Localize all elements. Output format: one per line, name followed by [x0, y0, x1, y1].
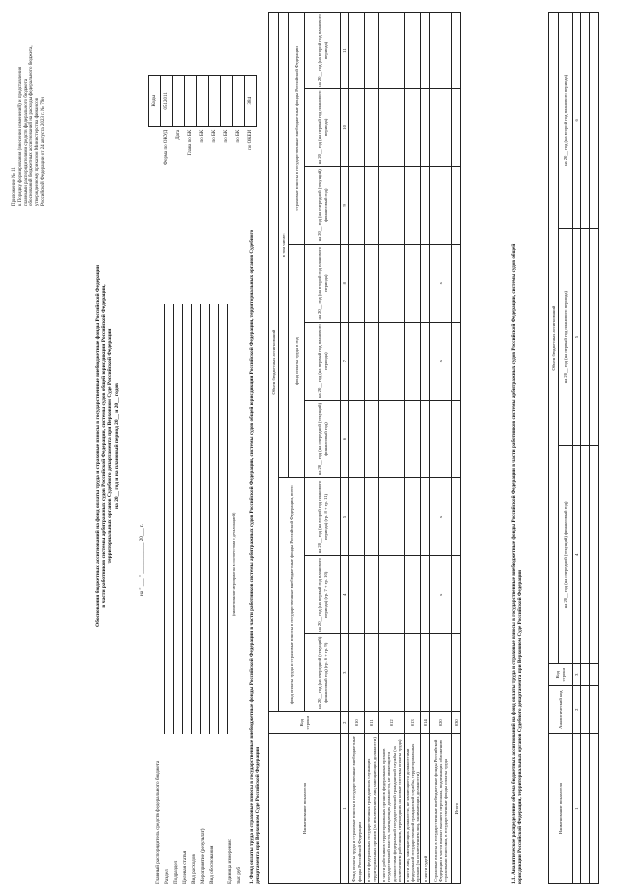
- value-cell: [452, 634, 461, 712]
- value-cell: [365, 478, 379, 556]
- document-title: [95, 166, 120, 726]
- value-cell: [452, 88, 461, 166]
- value-cell: [405, 478, 421, 556]
- col-header-year: на 20__ год (на второй год планового периода): [305, 13, 341, 89]
- column-numbers-row: [341, 13, 349, 884]
- code-value: 384: [245, 75, 257, 126]
- requisite-label: Вид обоснования: [209, 845, 215, 884]
- col-header-ins: страховые взносы в государственные внебюджетные фонды Российской Федерации: [289, 13, 305, 245]
- requisite-label: Мероприятие (результат): [200, 828, 206, 884]
- code-label: по БК: [235, 129, 241, 143]
- section-2-line: 1.1. Аналитическое распределение объема бюджетных ассигнований на фонд оплаты труда и страховые взносы в государственные внебюджетные фонды Российской Федерации в части работников системы арбитражных судов Российской Федерации, системы судов общей: [511, 243, 517, 884]
- value-cell: [421, 88, 430, 166]
- title-line: на 20__ год и на плановый период 20__ и 20__ годов: [113, 383, 120, 509]
- value-cell: [405, 556, 421, 634]
- col-number: 4: [341, 556, 349, 634]
- appendix-line: Российской Федерации от 24 августа 2023 г. № 79н: [40, 97, 46, 206]
- value-cell: [349, 322, 365, 400]
- table-row: [581, 13, 590, 884]
- value-cell: [365, 13, 379, 89]
- code-value: 0512011: [161, 75, 173, 126]
- value-cell: [452, 556, 461, 634]
- value-cell: [379, 244, 405, 322]
- title-line: в части работников системы арбитражных судов Российской Федерации, системы судов общей юрисдикции Российской Федерации,: [101, 284, 108, 608]
- col-header-year: на 20__ год (на первый год планового периода): [559, 228, 573, 446]
- row-name: в части федеральных государственных гражданских служащих территориальных органов (за исключением лиц замещающих должности): [365, 734, 379, 884]
- value-cell: [421, 13, 430, 89]
- table-row: [421, 13, 430, 884]
- appendix-line: Приложение № 11: [12, 167, 17, 206]
- value-cell: [405, 634, 421, 712]
- col-header-year: на 20__ год (на очередной (текущий) финансовый год): [305, 166, 341, 244]
- requisite-field: [156, 304, 165, 734]
- date-line: на " ___ " ____________ 20___ г.: [139, 524, 145, 596]
- row-name: Фонд оплаты труда и страховые взносы в государственные внебюджетные фонды Российской Федерации: [349, 734, 365, 884]
- col-header-year: на 20__ год (на первый год планового периода): [305, 322, 341, 400]
- table-1: [268, 12, 461, 884]
- value-cell: [421, 556, 430, 634]
- requisite-label: Вид расходов: [191, 854, 197, 884]
- code-value: [221, 75, 233, 126]
- value-cell: [349, 244, 365, 322]
- value-cell: x: [430, 478, 452, 556]
- table-row: [365, 13, 379, 884]
- value-cell: [379, 556, 405, 634]
- section-2-line: юрисдикции Российской Федерации, территориальных органов Судебного департамента при Верховном Суде Российской Федерации: [516, 570, 523, 884]
- requisite-field: [219, 304, 228, 734]
- col-header-year: на 20__ год (на второй год планового периода): [305, 244, 341, 322]
- col-number: 6: [341, 400, 349, 478]
- table-row: [452, 13, 461, 884]
- col-header-year: на 20__ год (на очередной (текущий) финансовый год) (гр. 6 + гр. 9): [305, 634, 341, 712]
- value-cell: [430, 88, 452, 166]
- value-cell: [421, 634, 430, 712]
- value-cell: [379, 322, 405, 400]
- col-number: 6: [573, 13, 581, 229]
- col-number: 3: [341, 634, 349, 712]
- value-cell: x: [430, 244, 452, 322]
- code-label: Глава по БК: [187, 129, 193, 156]
- requisite-label: Единица измерения:: [227, 838, 233, 884]
- code-value: [233, 75, 245, 126]
- value-cell: [430, 166, 452, 244]
- col-number: 5: [573, 228, 581, 446]
- value-cell: [379, 88, 405, 166]
- row-name: в части работников территориальных органов федеральных органов государственной власти, замещающих должности, не являющиеся должностями федеральной государственной гражданской службы (за исключением работников, перешедших на новые системы оплаты труда): [379, 734, 405, 884]
- value-cell: [452, 322, 461, 400]
- requisite-label: Раздел: [164, 869, 170, 884]
- title-line: Обоснования бюджетных ассигнований на фонд оплаты труда и страховые взносы в государственные внебюджетные фонды Российской Федерации: [95, 265, 101, 627]
- col-number: 7: [341, 322, 349, 400]
- requisite-label: Целевая статья: [182, 850, 188, 884]
- col-header-code: Код строки: [549, 664, 573, 686]
- code-label: Дата: [175, 129, 181, 140]
- col-header-volume: Объем бюджетных ассигнований: [269, 13, 279, 712]
- title-line: территориальных органов Судебного департамента при Верховном Суде Российской Федерации: [107, 328, 114, 564]
- col-header-name: Наименование показателя: [269, 734, 341, 884]
- row-code: 012: [379, 712, 405, 734]
- code-label: по ОКЕИ: [247, 129, 253, 150]
- code-label: Форма по ОКУД: [163, 129, 169, 165]
- value-cell: [421, 400, 430, 478]
- value-cell: [421, 478, 430, 556]
- value-cell: [452, 400, 461, 478]
- value-cell: [405, 88, 421, 166]
- col-number: 8: [341, 244, 349, 322]
- col-number: 1: [341, 734, 349, 884]
- codes-header: Коды: [149, 75, 161, 126]
- field-hint: (наименование мероприятия в соответствии с детализацией): [231, 512, 236, 616]
- col-number: 2: [341, 712, 349, 734]
- value-cell: [430, 400, 452, 478]
- value-cell: [452, 244, 461, 322]
- value-cell: [421, 322, 430, 400]
- col-header-fot: фонд оплаты труда в год: [289, 244, 305, 478]
- code-value: [209, 75, 221, 126]
- col-number: 9: [341, 166, 349, 244]
- row-code: 013: [405, 712, 421, 734]
- code-label: по БК: [199, 129, 205, 143]
- col-header-year: на 20__ год (на очередной (текущий) финансовый год): [305, 400, 341, 478]
- value-cell: [349, 88, 365, 166]
- value-cell: [349, 13, 365, 89]
- value-cell: [379, 13, 405, 89]
- code-value: [185, 75, 197, 126]
- requisite-field: [210, 304, 219, 734]
- value-cell: [405, 244, 421, 322]
- table-row: [405, 13, 421, 884]
- col-header-year: на 20__ год (на первый год планового периода) (гр. 7 + гр. 10): [305, 556, 341, 634]
- value-cell: [452, 478, 461, 556]
- col-number: 10: [341, 88, 349, 166]
- value-cell: [349, 478, 365, 556]
- appendix-line: к Порядку формирования (внесения изменений) и представления: [17, 66, 23, 206]
- requisite-field: [192, 304, 201, 734]
- col-number: 3: [573, 664, 581, 686]
- row-name: в части лиц, замещающих должности, не являющиеся должностями федеральной государственной гражданской службы, территориальных органов (за исключением лиц, занимающих должности): [405, 734, 421, 884]
- col-header-total: фонд оплаты труда и страховые взносы в государственные внебюджетные фонды Российской Федерации, всего: [279, 478, 305, 712]
- requisite-field: [183, 304, 192, 734]
- requisite-field: [201, 304, 210, 734]
- unit-value: тыс руб: [236, 866, 242, 884]
- col-header-code: Код строки: [269, 712, 341, 734]
- col-header-volume: Объем бюджетных ассигнований: [549, 13, 559, 664]
- section-1-title: [250, 184, 262, 884]
- col-header-year: на 20__ год (на второй год планового периода) (гр. 8 + гр. 11): [305, 478, 341, 556]
- col-header-year: на 20__ год (на очередной (текущий) финансовый год): [559, 446, 573, 664]
- value-cell: [405, 13, 421, 89]
- section-1-line: 1. Фонд оплаты труда и страховые взносы в государственные внебюджетные фонды Российской Федерации в части работников системы арбитражных судов Российской Федерации, системы судов общей юрисдикции Российской Федерации, территориальных органов Судебного: [249, 229, 255, 884]
- table-row: [430, 13, 452, 884]
- table-row: [379, 13, 405, 884]
- value-cell: [452, 166, 461, 244]
- value-cell: x: [430, 322, 452, 400]
- column-numbers-row: [573, 13, 581, 884]
- value-cell: [405, 400, 421, 478]
- col-number: 1: [573, 734, 581, 884]
- table-row: [349, 13, 365, 884]
- value-cell: [405, 166, 421, 244]
- requisite-field: [174, 304, 183, 734]
- value-cell: [349, 634, 365, 712]
- value-cell: [349, 166, 365, 244]
- value-cell: [379, 478, 405, 556]
- value-cell: [430, 13, 452, 89]
- col-header-name: Наименование показателя: [549, 734, 573, 884]
- appendix-header: [12, 6, 47, 206]
- row-code: 030: [452, 712, 461, 734]
- col-number: 2: [573, 686, 581, 734]
- row-code: 014: [421, 712, 430, 734]
- appendix-line: обоснований бюджетных ассигнований на расходы федерального бюджета,: [29, 45, 35, 206]
- value-cell: [365, 244, 379, 322]
- value-cell: [421, 244, 430, 322]
- value-cell: x: [430, 556, 452, 634]
- value-cell: [365, 634, 379, 712]
- table-row: [590, 13, 599, 884]
- value-cell: [430, 634, 452, 712]
- codes-block: [148, 16, 257, 166]
- requisite-label: Подраздел: [173, 860, 179, 884]
- col-header-analytic-code: Аналитический код: [549, 686, 573, 734]
- row-code: 010: [349, 712, 365, 734]
- code-label: по БК: [223, 129, 229, 143]
- col-header-year: на 20__ год (на второй год планового периода): [559, 13, 573, 229]
- requisite-field: [165, 304, 174, 734]
- appendix-line: утвержденному приказом Министерства финансов: [35, 97, 40, 206]
- value-cell: [365, 88, 379, 166]
- value-cell: [365, 400, 379, 478]
- col-number: 5: [341, 478, 349, 556]
- code-label: по БК: [211, 129, 217, 143]
- value-cell: [349, 556, 365, 634]
- col-header-incl: в том числе:: [279, 13, 289, 479]
- code-value: [173, 75, 185, 126]
- requisite-label: Главный распорядитель средств федерального бюджета: [155, 760, 161, 884]
- value-cell: [379, 634, 405, 712]
- value-cell: [365, 556, 379, 634]
- section-1-1-title: [512, 184, 524, 884]
- row-name: Страховые взносы в государственные внебюджетные фонды Российской Федерации в части выплат высшего персонала, подлежащих обложению страховыми взносами, в государственные фонды оплаты труда: [430, 734, 452, 884]
- col-number: 11: [341, 13, 349, 89]
- row-code: 020: [430, 712, 452, 734]
- value-cell: [365, 322, 379, 400]
- value-cell: [379, 166, 405, 244]
- appendix-line: главными распорядителями средств федерального бюджета: [23, 78, 29, 206]
- value-cell: [349, 400, 365, 478]
- col-number: 4: [573, 446, 581, 664]
- row-name: в части судей: [421, 734, 430, 884]
- value-cell: [452, 13, 461, 89]
- value-cell: [379, 400, 405, 478]
- section-1-line: департамента при Верховном Суде Российской Федерации: [254, 746, 261, 884]
- value-cell: [365, 166, 379, 244]
- row-name: Итого: [452, 734, 461, 884]
- code-value: [197, 75, 209, 126]
- col-header-year: на 20__ год (на первый год планового периода): [305, 88, 341, 166]
- value-cell: [405, 322, 421, 400]
- value-cell: [421, 166, 430, 244]
- row-code: 011: [365, 712, 379, 734]
- table-2: [548, 12, 599, 884]
